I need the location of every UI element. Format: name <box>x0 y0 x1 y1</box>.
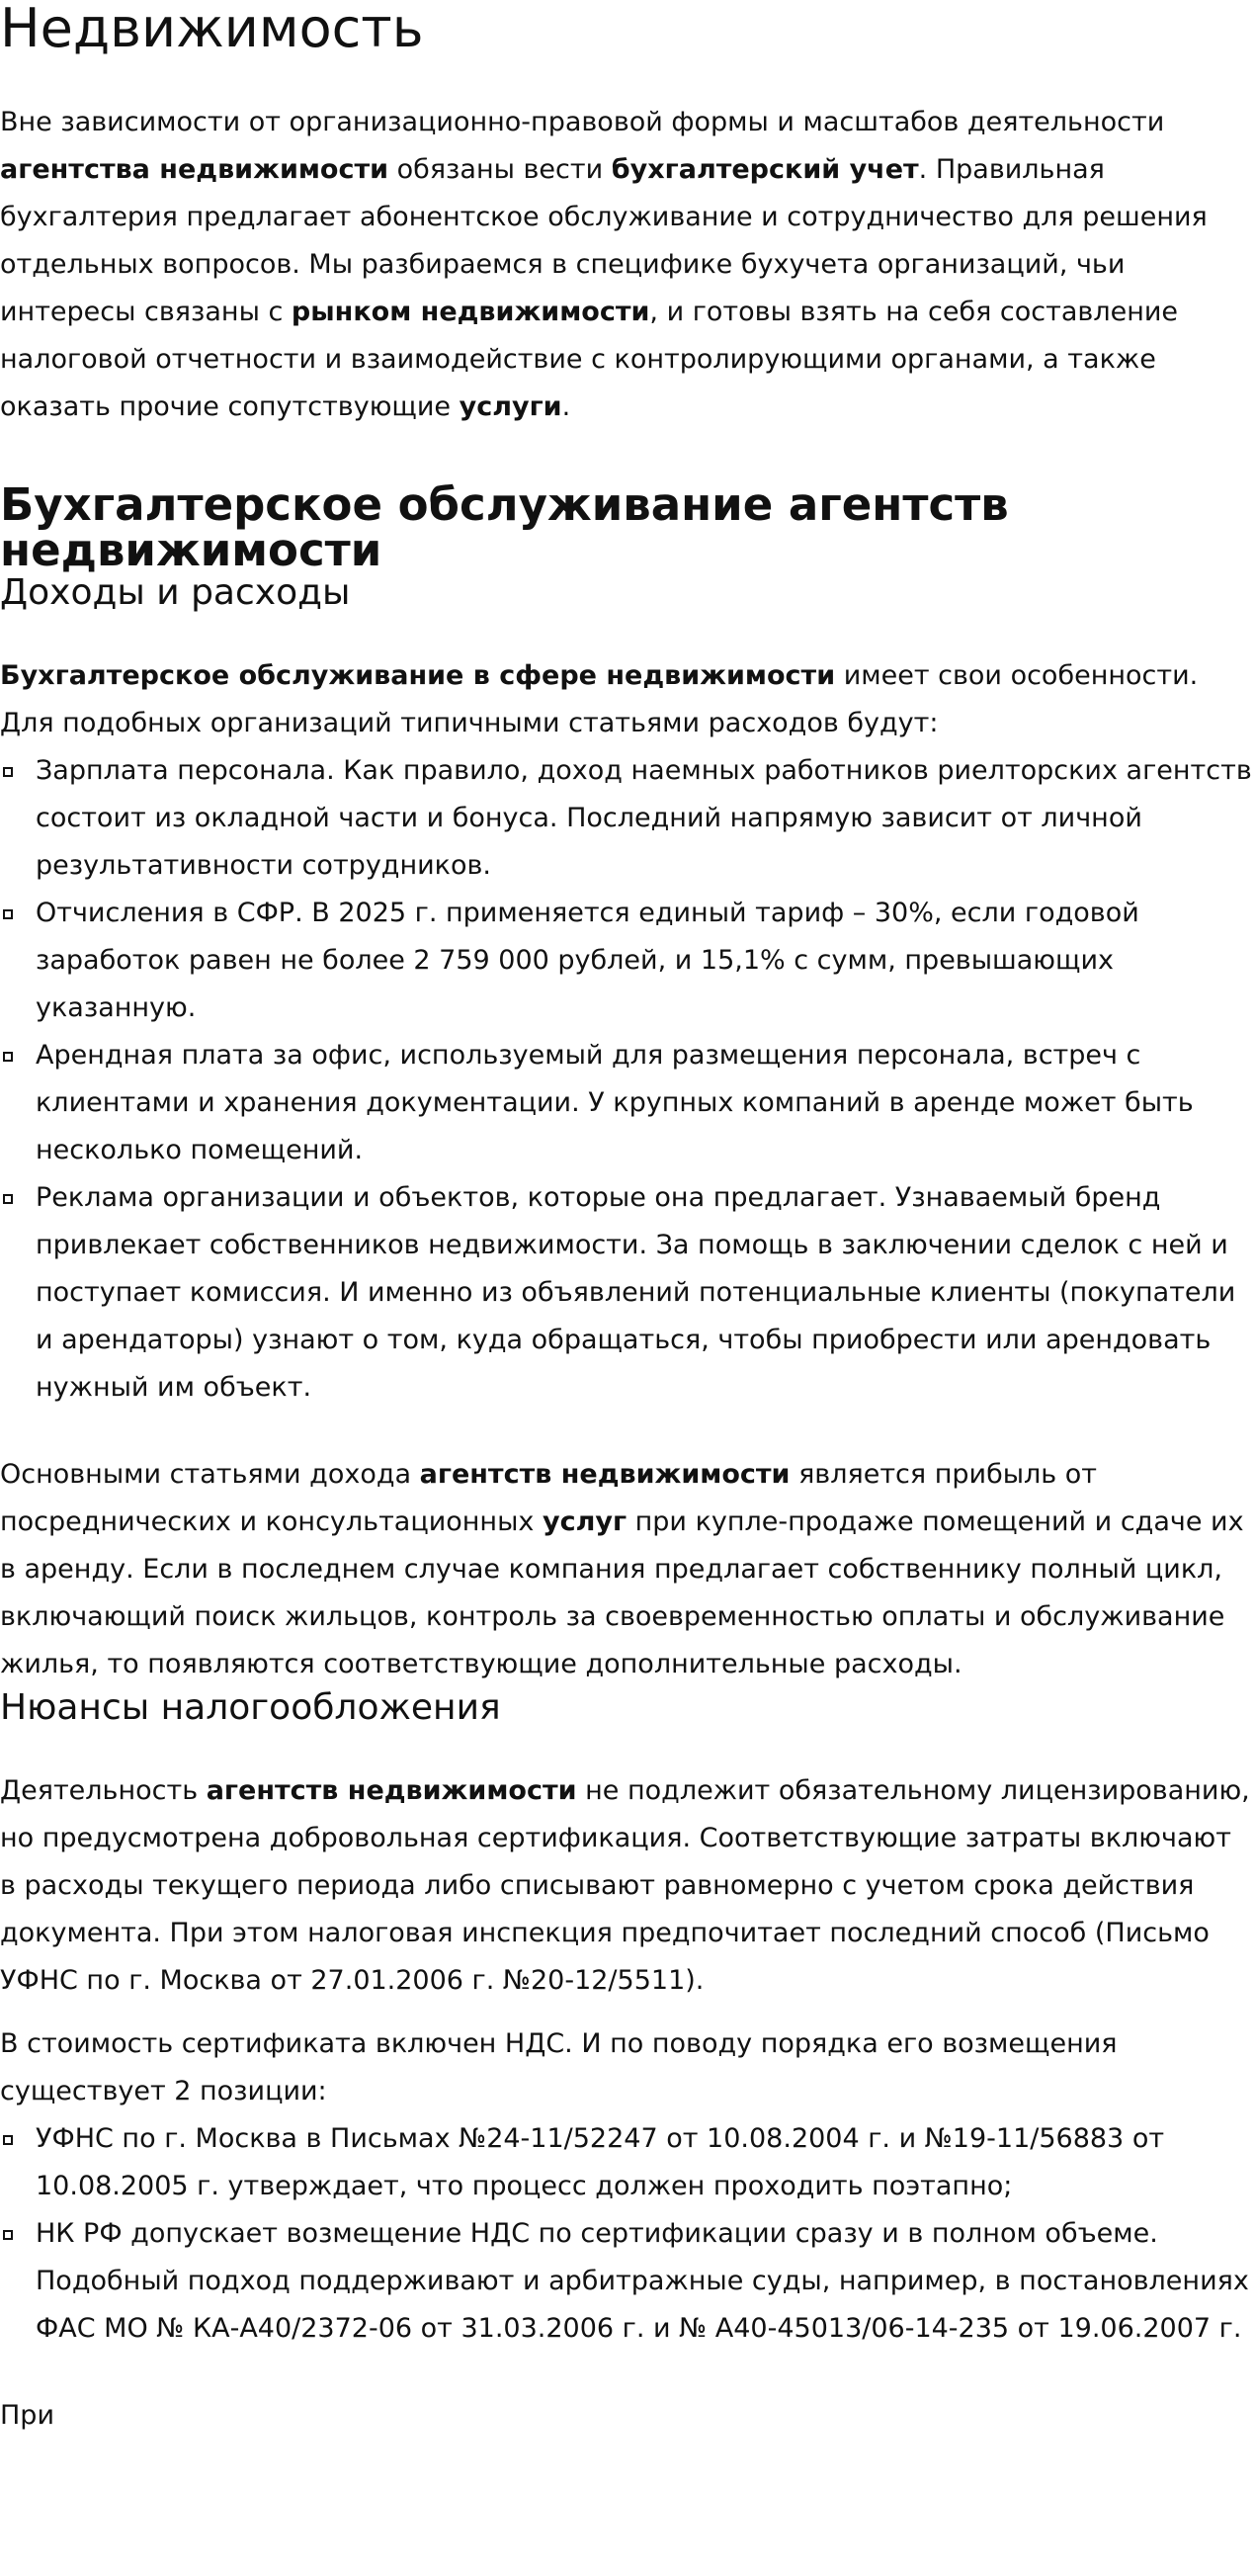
tax-heading: Нюансы налогообложения <box>0 1687 501 1728</box>
income-p2-text-1: Основными статьями дохода <box>0 1459 420 1490</box>
intro-text-5: . <box>561 391 571 422</box>
intro-bold-1: агентства недвижимости <box>0 154 389 185</box>
income-p1-bold: Бухгалтерское обслуживание в сфере недвижимости <box>0 660 836 691</box>
tax-paragraph-3: При <box>0 2400 54 2431</box>
list-item-text: УФНС по г. Москва в Письмах №24-11/52247 от 10.08.2004 г. и №19-11/56883 от 10.08.2005 г. утверждает, что процесс должен проходить поэтапно; <box>36 2123 1165 2201</box>
intro-text-3: . Правильная бухгалтерия предлагает абонентское обслуживание и сотрудничество для решения отдельных вопросов. Мы разбираемся в специфике бухучета организаций, чьи интересы связаны с <box>0 154 1208 327</box>
bullet-icon <box>3 767 13 777</box>
list-item <box>0 1174 1255 1412</box>
page-title: Недвижимость <box>0 0 424 59</box>
list-item <box>0 890 1255 1032</box>
tax-paragraph-1 <box>0 1767 1255 2005</box>
intro-text-2: обязаны вести <box>388 154 612 185</box>
tax-p1-bold-1: агентств недвижимости <box>206 1775 577 1806</box>
bullet-icon <box>3 1194 13 1204</box>
section-title: Бухгалтерское обслуживание агентств недвижимости <box>0 478 1009 576</box>
income-paragraph-2 <box>0 1451 1255 1688</box>
list-item-text: Зарплата персонала. Как правило, доход наемных работников риелторских агентств состоит из окладной части и бонуса. Последний напрямую зависит от личной результативности сотрудников. <box>36 755 1252 881</box>
intro-bold-4: услуги <box>459 391 562 422</box>
income-p2-bold-1: агентств недвижимости <box>419 1459 791 1490</box>
expenses-list <box>0 747 1255 1412</box>
income-p2-bold-2: услуг <box>542 1506 628 1537</box>
tax-p1-text-2: не подлежит обязательному лицензированию, но предусмотрена добровольная сертификация. Соответствующие затраты включают в расходы текущего периода либо списывают равномерно с учетом срока действия документа. При этом налоговая инспекция предпочитает последний способ (Письмо УФНС по г. Москва от 27.01.2006 г. №20-12/5511). <box>0 1775 1250 1996</box>
list-item <box>0 2210 1255 2353</box>
income-p2-text-3: при купле-продаже помещений и сдаче их в аренду. Если в последнем случае компания предлагает собственнику полный цикл, включающий поиск жильцов, контроль за своевременностью оплаты и обслуживание жилья, то появляются соответствующие дополнительные расходы. <box>0 1506 1244 1679</box>
income-heading: Доходы и расходы <box>0 572 351 613</box>
intro-paragraph <box>0 99 1255 431</box>
intro-text-4: , и готовы взять на себя составление налоговой отчетности и взаимодействие с контролирующими органами, а также оказать прочие сопутствующие <box>0 297 1179 422</box>
list-item-text: Реклама организации и объектов, которые она предлагает. Узнаваемый бренд привлекает собственников недвижимости. За помощь в заключении сделок с ней и поступает комиссия. И именно из объявлений потенциальные клиенты (покупатели и арендаторы) узнают о том, куда обращаться, чтобы приобрести или арендовать нужный им объект. <box>36 1182 1236 1403</box>
income-p1-text: имеет свои особенности. Для подобных организаций типичными статьями расходов будут: <box>0 660 1199 738</box>
list-item-text: Арендная плата за офис, используемый для размещения персонала, встреч с клиентами и хранения документации. У крупных компаний в аренде может быть несколько помещений. <box>36 1040 1194 1165</box>
list-item <box>0 2115 1255 2210</box>
tax-p1-text-1: Деятельность <box>0 1775 207 1806</box>
bullet-icon <box>3 2135 13 2145</box>
income-paragraph-1 <box>0 652 1255 747</box>
intro-bold-2: бухгалтерский учет <box>611 154 919 185</box>
bullet-icon <box>3 1052 13 1062</box>
income-p2-text-2: является прибыль от посреднических и консультационных <box>0 1459 1098 1537</box>
list-item-text: НК РФ допускает возмещение НДС по сертификации сразу и в полном объеме. Подобный подход поддерживают и арбитражные суды, например, в постановлениях ФАС МО № КА-А40/2372-06 от 31.03.2006 г. и № А40-45013/06-14-235 от 19.06.2007 г. <box>36 2218 1249 2344</box>
bullet-icon <box>3 909 13 919</box>
bullet-icon <box>3 2230 13 2240</box>
vat-positions-list <box>0 2115 1255 2353</box>
intro-text-1: Вне зависимости от организационно-правовой формы и масштабов деятельности <box>0 107 1165 137</box>
list-item <box>0 747 1255 890</box>
intro-bold-3: рынком недвижимости <box>291 297 650 327</box>
list-item-text: Отчисления в СФР. В 2025 г. применяется единый тариф – 30%, если годовой заработок равен не более 2 759 000 рублей, и 15,1% с сумм, превышающих указанную. <box>36 898 1139 1023</box>
tax-paragraph-2: В стоимость сертификата включен НДС. И по поводу порядка его возмещения существует 2 позиции: <box>0 2028 1118 2106</box>
list-item <box>0 1032 1255 1174</box>
